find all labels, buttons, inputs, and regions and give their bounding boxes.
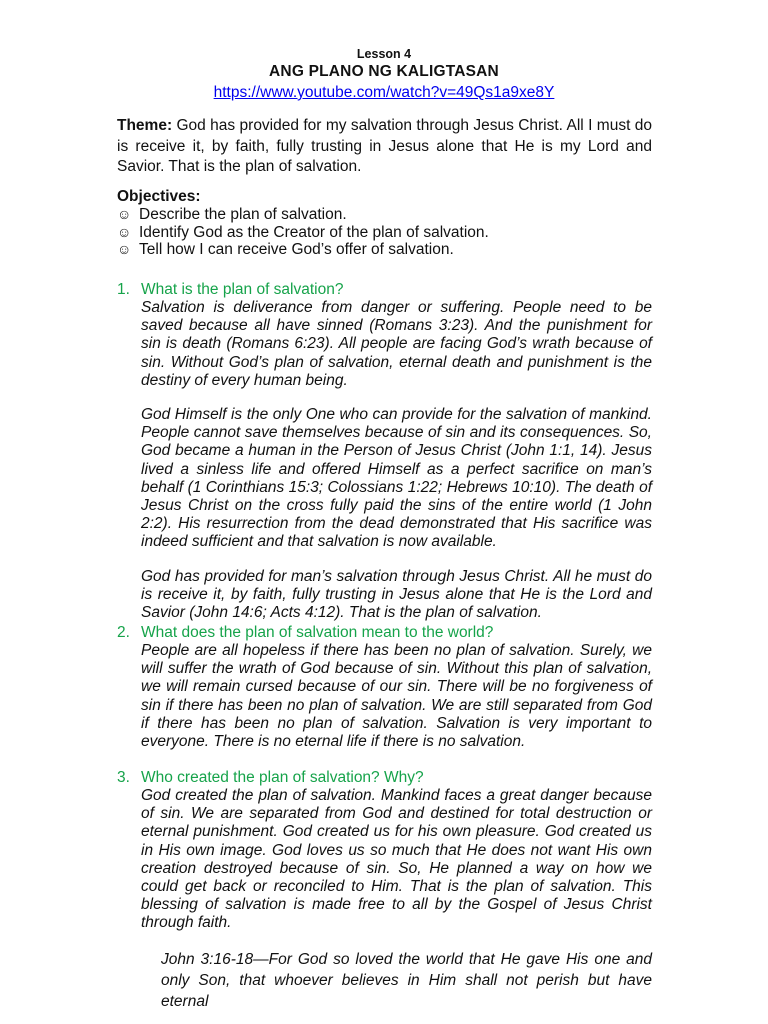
objective-text: Describe the plan of salvation. bbox=[139, 206, 347, 223]
answer-body bbox=[141, 787, 652, 933]
objective-item bbox=[117, 206, 489, 224]
theme-text: God has provided for my salvation through Jesus Christ. All I must do is receive it, by faith, fully trusting in Jesus alone that He is my Lord and Savior. That is the plan of salvation. bbox=[117, 117, 652, 175]
objectives-list bbox=[117, 206, 489, 259]
question-number: 3. bbox=[117, 769, 130, 786]
header bbox=[0, 0, 768, 103]
smiley-icon: ☺ bbox=[117, 206, 132, 222]
section-3 bbox=[117, 768, 652, 1012]
scripture-quote: John 3:16-18—For God so loved the world that He gave His one and only Son, that whoever believes in Him shall not perish but have eternal bbox=[161, 950, 652, 1010]
question-heading bbox=[117, 768, 652, 787]
objective-text: Tell how I can receive God’s offer of salvation. bbox=[139, 241, 454, 258]
objective-item bbox=[117, 224, 489, 242]
objective-item bbox=[117, 241, 489, 259]
youtube-link[interactable]: https://www.youtube.com/watch?v=49Qs1a9xe8Y bbox=[213, 84, 555, 101]
question-number: 2. bbox=[117, 624, 130, 641]
section-2 bbox=[117, 623, 652, 751]
lesson-number: Lesson 4 bbox=[356, 47, 412, 61]
answer-paragraph: People are all hopeless if there has been no plan of salvation. Surely, we will suffer the wrath of God because of sin. Without this plan of salvation, we will remain cursed because of our sin. There will be no forgiveness of sin if there has been no plan of salvation. We are still separated from God if there has been no plan of salvation. Salvation is very important to everyone. There is no eternal life if there is no salvation. bbox=[141, 642, 652, 751]
question-heading bbox=[117, 280, 652, 299]
section-1 bbox=[117, 280, 652, 622]
objective-text: Identify God as the Creator of the plan of salvation. bbox=[139, 223, 489, 241]
smiley-icon: ☺ bbox=[117, 241, 132, 257]
answer-body bbox=[141, 642, 652, 751]
answer-paragraph: God has provided for man’s salvation through Jesus Christ. All he must do is receive it, by faith, fully trusting in Jesus alone that He is the Lord and Savior (John 14:6; Acts 4:12). That is the plan of salvation. bbox=[141, 567, 652, 622]
answer-paragraph: God Himself is the only One who can provide for the salvation of mankind. People cannot save themselves because of sin and its consequences. So, God became a human in the Person of Jesus Christ (John 1:1, 14). Jesus lived a sinless life and offered Himself as a perfect sacrifice on man’s behalf (1 Corinthians 15:3; Colossians 1:22; Hebrews 10:10). The death of Jesus Christ on the cross fully paid the sins of the entire world (1 John 2:2). His resurrection from the dead demonstrated that His sacrifice was indeed sufficient and that salvation is now available. bbox=[141, 406, 652, 551]
question-number: 1. bbox=[117, 281, 130, 298]
question-text: Who created the plan of salvation? Why? bbox=[141, 769, 424, 786]
objectives-heading: Objectives: bbox=[117, 188, 201, 205]
answer-paragraph: Salvation is deliverance from danger or suffering. People need to be saved because all have sinned (Romans 3:23). And the punishment for sin is death (Romans 6:23). All people are facing God’s wrath because of sin. Without God’s plan of salvation, eternal death and punishment is the destiny of every human being. bbox=[141, 299, 652, 389]
question-heading bbox=[117, 623, 652, 642]
theme-paragraph bbox=[117, 116, 652, 178]
smiley-icon: ☺ bbox=[117, 223, 132, 240]
answer-paragraph: God created the plan of salvation. Mankind faces a great danger because of sin. We are separated from God and destined for total destruction or eternal punishment. God created us for his own pleasure. God created us in His own image. God loves us so much that He does not want His own creation destroyed because of sin. So, He planned a way on how we could get back or reconciled to Him. That is the plan of salvation. This blessing of salvation is made free to all by the Gospel of Jesus Christ through faith. bbox=[141, 787, 652, 932]
answer-body bbox=[141, 299, 652, 622]
page-title: ANG PLANO NG KALIGTASAN bbox=[269, 63, 499, 80]
question-text: What does the plan of salvation mean to the world? bbox=[141, 624, 494, 641]
question-text: What is the plan of salvation? bbox=[141, 281, 344, 298]
theme-label: Theme: bbox=[117, 117, 173, 134]
